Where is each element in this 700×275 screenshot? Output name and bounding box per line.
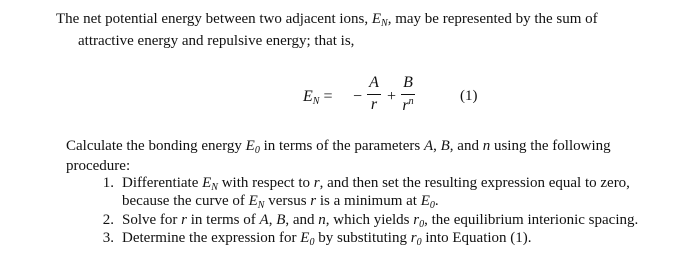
step-2-line-1: Solve for r in terms of A, B, and n, which yields $r_0$, the equilibrium interionic spacing. [122, 212, 639, 230]
step-number: 2. [102, 212, 114, 228]
intro-line-2: attractive energy and repulsive energy; that is, [78, 33, 355, 49]
step-1-line-1: Differentiate $E_N$ with respect to r, and then set the resulting expression equal to zero, [122, 175, 630, 193]
intro-text: The net potential energy between two adjacent ions, [56, 11, 372, 27]
question-line-2: procedure: [66, 158, 131, 174]
fraction-bar [367, 94, 381, 95]
equation-lhs: $E_N$ = [303, 88, 333, 107]
equation-1: $E_N$ = − A r + B $r^n$ [303, 74, 414, 114]
subscript-N: N [381, 18, 388, 29]
fraction-bar [401, 94, 415, 95]
plus-sign: + [387, 88, 397, 105]
step-number: 1. [102, 175, 114, 191]
question-line-1: Calculate the bonding energy $E_0$ in terms of the parameters A, B, and n using the following [66, 138, 611, 156]
intro-text: , may be represented by the sum of [387, 11, 598, 27]
step-number: 3. [102, 230, 114, 246]
intro-line-1 [56, 10, 598, 33]
equation-number: (1) [460, 88, 478, 104]
step-1-line-2: because the curve of $E_N$ versus r is a minimum at $E_0$. [122, 193, 439, 211]
step-3-line-1: Determine the expression for $E_0$ by substituting $r_0$ into Equation (1). [122, 230, 532, 248]
symbol-E: E [371, 11, 382, 27]
minus-sign: − [353, 88, 363, 105]
